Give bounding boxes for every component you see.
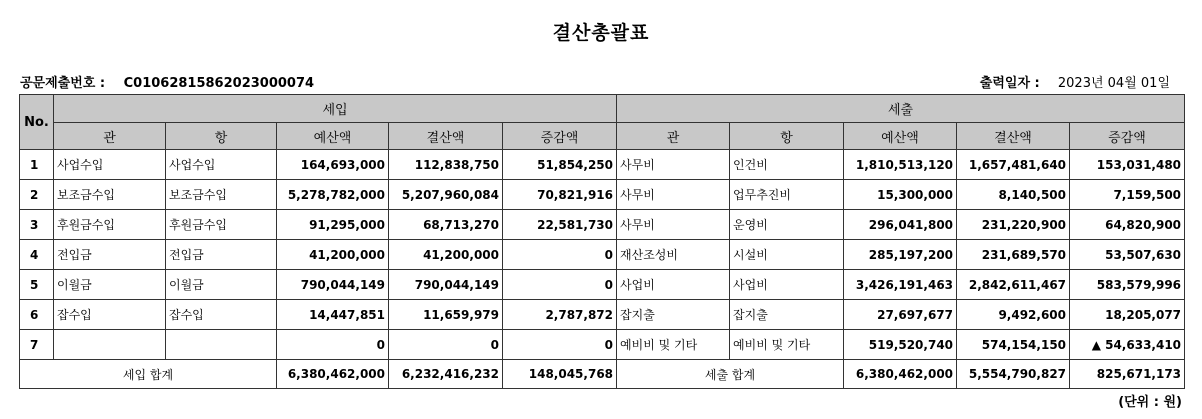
row-no-cell: 7 — [20, 330, 54, 360]
income-change-cell: 70,821,916 — [503, 180, 617, 210]
income-change-cell: 0 — [503, 240, 617, 270]
expense-hang-cell: 잡지출 — [730, 300, 844, 330]
expense-gwan-cell: 예비비 및 기타 — [617, 330, 730, 360]
expense-change-cell: 18,205,077 — [1070, 300, 1185, 330]
income-change-cell: 2,787,872 — [503, 300, 617, 330]
row-no-cell: 3 — [20, 210, 54, 240]
income-change-cell: 0 — [503, 330, 617, 360]
expense-settlement-cell: 9,492,600 — [957, 300, 1070, 330]
row-no-cell: 4 — [20, 240, 54, 270]
income-gwan-cell: 잡수입 — [54, 300, 166, 330]
expense-hang-cell: 업무추진비 — [730, 180, 844, 210]
header-expense-gwan: 관 — [617, 123, 730, 150]
expense-hang-cell: 인건비 — [730, 150, 844, 180]
income-gwan-cell — [54, 330, 166, 360]
submission-value: C01062815862023000074 — [123, 76, 315, 91]
income-settlement-cell: 68,713,270 — [389, 210, 503, 240]
expense-total-change: 825,671,173 — [1070, 360, 1185, 389]
expense-settlement-cell: 2,842,611,467 — [957, 270, 1070, 300]
expense-budget-cell: 15,300,000 — [844, 180, 957, 210]
header-expense-change: 증감액 — [1070, 123, 1185, 150]
expense-change-cell: ▲ 54,633,410 — [1070, 330, 1185, 360]
expense-change-cell: 53,507,630 — [1070, 240, 1185, 270]
header-income-change: 증감액 — [503, 123, 617, 150]
table-row — [20, 240, 1185, 270]
income-hang-cell: 보조금수입 — [166, 180, 277, 210]
expense-gwan-cell: 사무비 — [617, 210, 730, 240]
income-gwan-cell: 전입금 — [54, 240, 166, 270]
table-row — [20, 300, 1185, 330]
header-income-settlement: 결산액 — [389, 123, 503, 150]
table-row — [20, 180, 1185, 210]
expense-total-label: 세출 합계 — [617, 360, 844, 389]
expense-gwan-cell: 사무비 — [617, 150, 730, 180]
income-total-label: 세입 합계 — [20, 360, 277, 389]
expense-budget-cell: 296,041,800 — [844, 210, 957, 240]
expense-hang-cell: 운영비 — [730, 210, 844, 240]
row-no-cell: 6 — [20, 300, 54, 330]
income-budget-cell: 41,200,000 — [277, 240, 389, 270]
totals-row — [20, 360, 1185, 389]
income-settlement-cell: 112,838,750 — [389, 150, 503, 180]
expense-budget-cell: 27,697,677 — [844, 300, 957, 330]
income-settlement-cell: 0 — [389, 330, 503, 360]
income-change-cell: 0 — [503, 270, 617, 300]
header-no: No. — [20, 95, 54, 150]
income-hang-cell: 사업수입 — [166, 150, 277, 180]
print-date-label: 출력일자 : — [979, 76, 1040, 91]
income-hang-cell: 잡수입 — [166, 300, 277, 330]
header-expense: 세출 — [617, 95, 1185, 123]
expense-total-settlement: 5,554,790,827 — [957, 360, 1070, 389]
income-hang-cell: 후원금수입 — [166, 210, 277, 240]
settlement-summary-table — [19, 94, 1185, 389]
income-gwan-cell: 사업수입 — [54, 150, 166, 180]
unit-note: (단위 : 원) — [1118, 395, 1182, 410]
expense-change-cell: 153,031,480 — [1070, 150, 1185, 180]
expense-hang-cell: 시설비 — [730, 240, 844, 270]
header-income-budget: 예산액 — [277, 123, 389, 150]
expense-change-cell: 64,820,900 — [1070, 210, 1185, 240]
expense-budget-cell: 1,810,513,120 — [844, 150, 957, 180]
expense-budget-cell: 3,426,191,463 — [844, 270, 957, 300]
expense-settlement-cell: 574,154,150 — [957, 330, 1070, 360]
page-title: 결산총괄표 — [552, 22, 650, 44]
row-no-cell: 2 — [20, 180, 54, 210]
expense-hang-cell: 사업비 — [730, 270, 844, 300]
submission-label: 공문제출번호 : — [20, 76, 106, 91]
expense-settlement-cell: 8,140,500 — [957, 180, 1070, 210]
income-change-cell: 51,854,250 — [503, 150, 617, 180]
income-hang-cell: 전입금 — [166, 240, 277, 270]
expense-gwan-cell: 잡지출 — [617, 300, 730, 330]
income-settlement-cell: 11,659,979 — [389, 300, 503, 330]
header-income-hang: 항 — [166, 123, 277, 150]
income-settlement-cell: 41,200,000 — [389, 240, 503, 270]
expense-settlement-cell: 1,657,481,640 — [957, 150, 1070, 180]
income-settlement-cell: 790,044,149 — [389, 270, 503, 300]
expense-budget-cell: 519,520,740 — [844, 330, 957, 360]
expense-gwan-cell: 사무비 — [617, 180, 730, 210]
header-income: 세입 — [54, 95, 617, 123]
header-expense-budget: 예산액 — [844, 123, 957, 150]
submission-number — [20, 72, 314, 91]
income-budget-cell: 14,447,851 — [277, 300, 389, 330]
print-date — [980, 72, 1170, 91]
table-row — [20, 150, 1185, 180]
expense-gwan-cell: 사업비 — [617, 270, 730, 300]
income-hang-cell — [166, 330, 277, 360]
income-total-settlement: 6,232,416,232 — [389, 360, 503, 389]
income-gwan-cell: 보조금수입 — [54, 180, 166, 210]
income-change-cell: 22,581,730 — [503, 210, 617, 240]
table-row — [20, 270, 1185, 300]
income-budget-cell: 0 — [277, 330, 389, 360]
header-income-gwan: 관 — [54, 123, 166, 150]
income-total-budget: 6,380,462,000 — [277, 360, 389, 389]
expense-settlement-cell: 231,689,570 — [957, 240, 1070, 270]
header-expense-hang: 항 — [730, 123, 844, 150]
expense-gwan-cell: 재산조성비 — [617, 240, 730, 270]
income-budget-cell: 164,693,000 — [277, 150, 389, 180]
row-no-cell: 5 — [20, 270, 54, 300]
header-expense-settlement: 결산액 — [957, 123, 1070, 150]
expense-total-budget: 6,380,462,000 — [844, 360, 957, 389]
income-budget-cell: 91,295,000 — [277, 210, 389, 240]
row-no-cell: 1 — [20, 150, 54, 180]
expense-budget-cell: 285,197,200 — [844, 240, 957, 270]
income-gwan-cell: 후원금수입 — [54, 210, 166, 240]
expense-change-cell: 7,159,500 — [1070, 180, 1185, 210]
income-settlement-cell: 5,207,960,084 — [389, 180, 503, 210]
expense-hang-cell: 예비비 및 기타 — [730, 330, 844, 360]
table-row — [20, 210, 1185, 240]
income-budget-cell: 5,278,782,000 — [277, 180, 389, 210]
income-hang-cell: 이월금 — [166, 270, 277, 300]
print-date-value: 2023년 04월 01일 — [1057, 76, 1170, 91]
income-total-change: 148,045,768 — [503, 360, 617, 389]
expense-change-cell: 583,579,996 — [1070, 270, 1185, 300]
income-gwan-cell: 이월금 — [54, 270, 166, 300]
table-row — [20, 330, 1185, 360]
expense-settlement-cell: 231,220,900 — [957, 210, 1070, 240]
income-budget-cell: 790,044,149 — [277, 270, 389, 300]
